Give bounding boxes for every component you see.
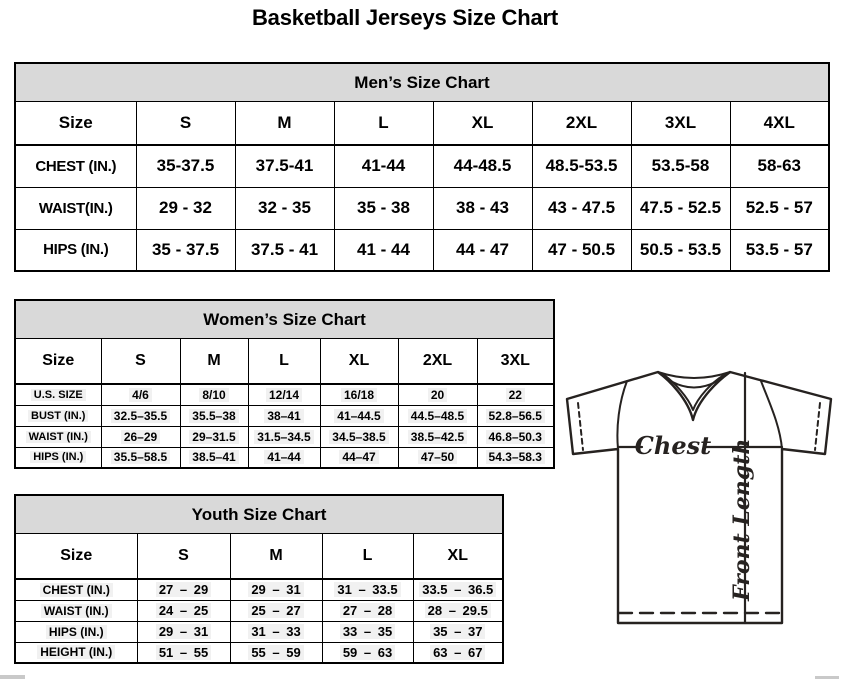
data-cell: 20 — [398, 384, 477, 405]
column-header: 2XL — [532, 102, 631, 146]
row-label: WAIST (IN.) — [15, 426, 101, 447]
table-row — [15, 426, 554, 447]
table-title: Men’s Size Chart — [15, 63, 829, 102]
data-cell: 37.5-41 — [235, 145, 334, 187]
data-cell: 47–50 — [398, 447, 477, 468]
data-cell: 24 – 25 — [137, 600, 230, 621]
row-label: HIPS (IN.) — [15, 229, 136, 271]
data-cell: 41–44 — [248, 447, 320, 468]
data-cell: 38.5–42.5 — [398, 426, 477, 447]
data-cell: 33.5 – 36.5 — [413, 579, 503, 600]
row-label: BUST (IN.) — [15, 405, 101, 426]
data-cell: 38 - 43 — [433, 187, 532, 229]
data-cell: 12/14 — [248, 384, 320, 405]
column-header: M — [180, 339, 248, 385]
data-cell: 54.3–58.3 — [477, 447, 554, 468]
data-cell: 31.5–34.5 — [248, 426, 320, 447]
column-header: XL — [320, 339, 398, 385]
data-cell: 25 – 27 — [230, 600, 322, 621]
row-label: HEIGHT (IN.) — [15, 642, 137, 663]
data-cell: 43 - 47.5 — [532, 187, 631, 229]
womens-size-table — [14, 299, 555, 469]
data-cell: 29 - 32 — [136, 187, 235, 229]
data-cell: 53.5-58 — [631, 145, 730, 187]
table-row — [15, 447, 554, 468]
data-cell: 44.5–48.5 — [398, 405, 477, 426]
youth-size-table — [14, 494, 504, 664]
column-header: XL — [433, 102, 532, 146]
table-row — [15, 600, 503, 621]
column-header: Size — [15, 534, 137, 580]
data-cell: 38.5–41 — [180, 447, 248, 468]
table-title: Youth Size Chart — [15, 495, 503, 534]
data-cell: 41-44 — [334, 145, 433, 187]
data-cell: 41 - 44 — [334, 229, 433, 271]
table-row — [15, 642, 503, 663]
table-row — [15, 579, 503, 600]
row-label: WAIST (IN.) — [15, 600, 137, 621]
column-header: M — [230, 534, 322, 580]
front-length-label: Front Length — [729, 438, 755, 601]
table-row — [15, 229, 829, 271]
column-header: S — [136, 102, 235, 146]
table-title: Women’s Size Chart — [15, 300, 554, 339]
mens-size-table — [14, 62, 830, 272]
data-cell: 22 — [477, 384, 554, 405]
data-cell: 59 – 63 — [322, 642, 413, 663]
data-cell: 33 – 35 — [322, 621, 413, 642]
data-cell: 32 - 35 — [235, 187, 334, 229]
column-header: 2XL — [398, 339, 477, 385]
column-header: XL — [413, 534, 503, 580]
data-cell: 8/10 — [180, 384, 248, 405]
data-cell: 29 – 31 — [137, 621, 230, 642]
column-header: Size — [15, 339, 101, 385]
data-cell: 31 – 33.5 — [322, 579, 413, 600]
data-cell: 27 – 28 — [322, 600, 413, 621]
data-cell: 16/18 — [320, 384, 398, 405]
data-cell: 58-63 — [730, 145, 829, 187]
page-title: Basketball Jerseys Size Chart — [251, 5, 559, 30]
data-cell: 26–29 — [101, 426, 180, 447]
data-cell: 53.5 - 57 — [730, 229, 829, 271]
column-header: L — [334, 102, 433, 146]
row-label: U.S. SIZE — [15, 384, 101, 405]
data-cell: 63 – 67 — [413, 642, 503, 663]
data-cell: 38–41 — [248, 405, 320, 426]
column-header: 4XL — [730, 102, 829, 146]
column-header: Size — [15, 102, 136, 146]
selection-handle-left-icon — [0, 675, 25, 679]
data-cell: 52.8–56.5 — [477, 405, 554, 426]
row-label: HIPS (IN.) — [15, 621, 137, 642]
row-label: CHEST (IN.) — [15, 145, 136, 187]
data-cell: 28 – 29.5 — [413, 600, 503, 621]
data-cell: 47.5 - 52.5 — [631, 187, 730, 229]
jersey-diagram — [557, 357, 841, 629]
data-cell: 34.5–38.5 — [320, 426, 398, 447]
data-cell: 47 - 50.5 — [532, 229, 631, 271]
column-header: S — [101, 339, 180, 385]
data-cell: 31 – 33 — [230, 621, 322, 642]
column-header: S — [137, 534, 230, 580]
row-label: WAIST(IN.) — [15, 187, 136, 229]
data-cell: 4/6 — [101, 384, 180, 405]
data-cell: 48.5-53.5 — [532, 145, 631, 187]
data-cell: 52.5 - 57 — [730, 187, 829, 229]
data-cell: 44 - 47 — [433, 229, 532, 271]
column-header: M — [235, 102, 334, 146]
jersey-outline — [567, 372, 831, 623]
table-row — [15, 145, 829, 187]
column-header: 3XL — [477, 339, 554, 385]
data-cell: 35 – 37 — [413, 621, 503, 642]
table-row — [15, 187, 829, 229]
column-header: L — [248, 339, 320, 385]
column-header: 3XL — [631, 102, 730, 146]
data-cell: 27 – 29 — [137, 579, 230, 600]
data-cell: 46.8–50.3 — [477, 426, 554, 447]
data-cell: 41–44.5 — [320, 405, 398, 426]
chest-label: Chest — [634, 431, 712, 460]
data-cell: 32.5–35.5 — [101, 405, 180, 426]
data-cell: 29 – 31 — [230, 579, 322, 600]
table-row — [15, 384, 554, 405]
data-cell: 35-37.5 — [136, 145, 235, 187]
data-cell: 51 – 55 — [137, 642, 230, 663]
data-cell: 29–31.5 — [180, 426, 248, 447]
data-cell: 35 - 38 — [334, 187, 433, 229]
data-cell: 35.5–58.5 — [101, 447, 180, 468]
table-row — [15, 621, 503, 642]
data-cell: 35.5–38 — [180, 405, 248, 426]
data-cell: 55 – 59 — [230, 642, 322, 663]
column-header: L — [322, 534, 413, 580]
table-row — [15, 405, 554, 426]
row-label: CHEST (IN.) — [15, 579, 137, 600]
data-cell: 44–47 — [320, 447, 398, 468]
data-cell: 37.5 - 41 — [235, 229, 334, 271]
row-label: HIPS (IN.) — [15, 447, 101, 468]
data-cell: 50.5 - 53.5 — [631, 229, 730, 271]
data-cell: 35 - 37.5 — [136, 229, 235, 271]
data-cell: 44-48.5 — [433, 145, 532, 187]
